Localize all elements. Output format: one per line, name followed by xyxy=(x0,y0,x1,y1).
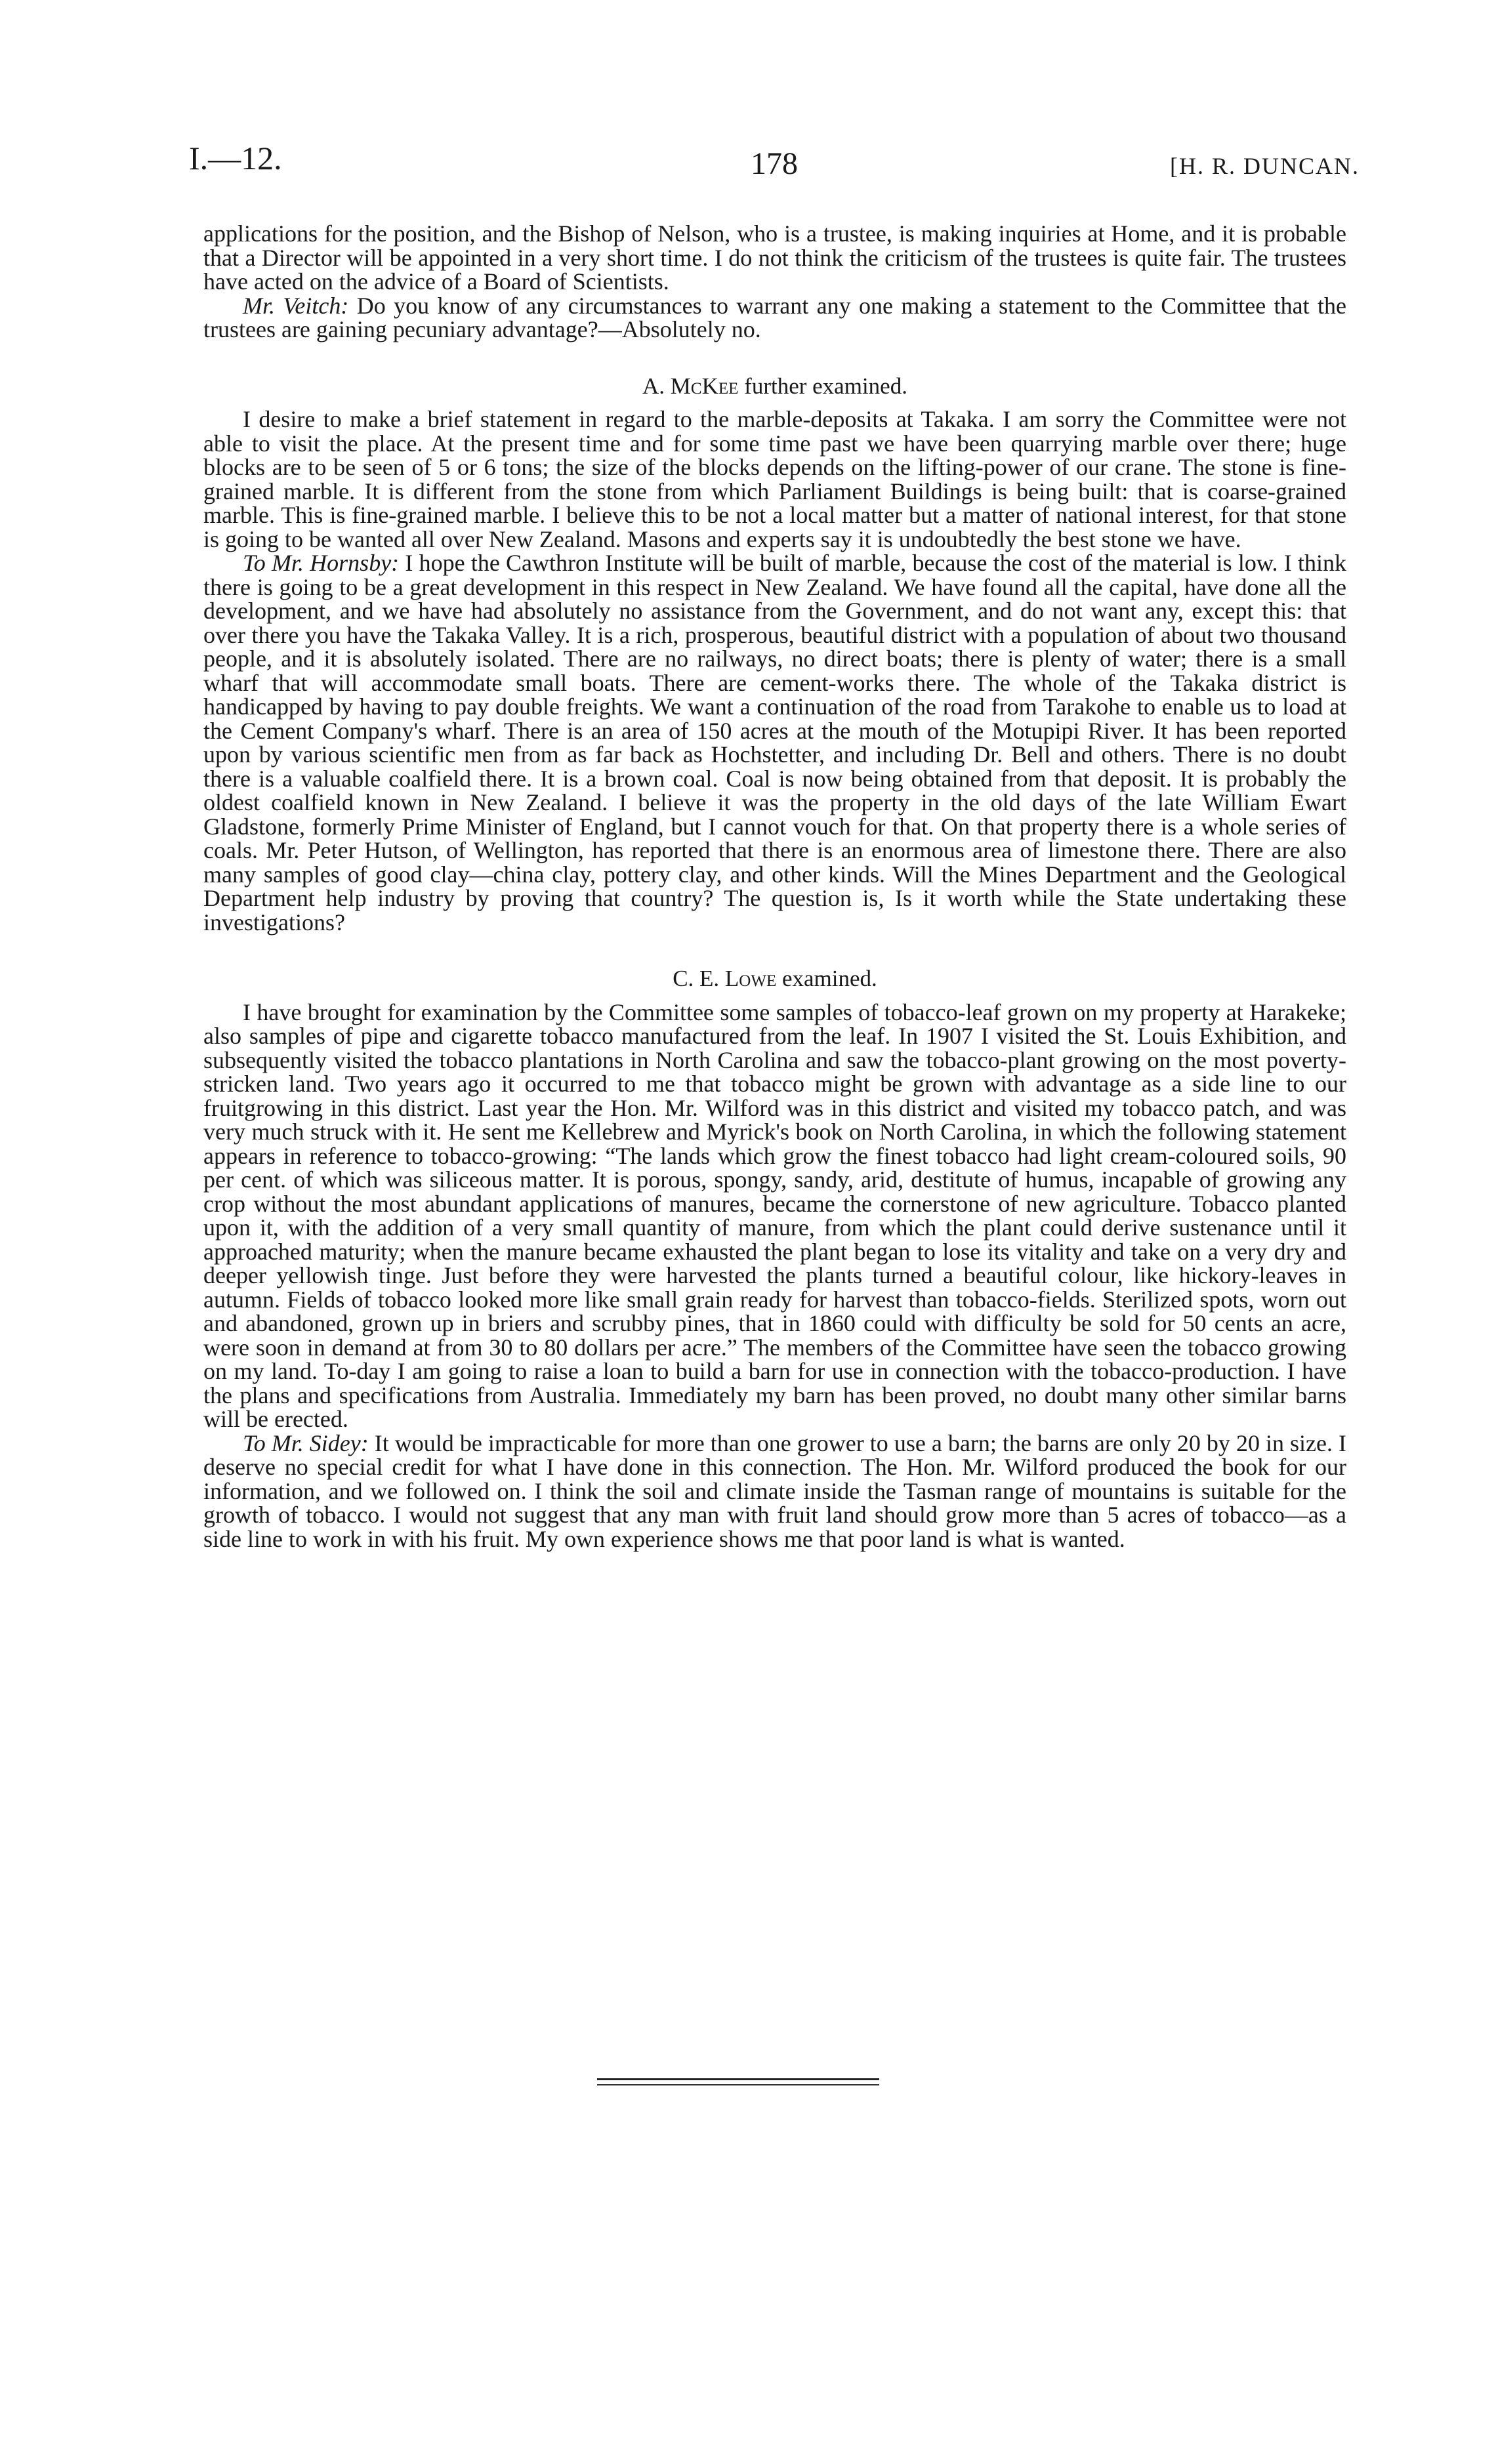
heading-suffix: further examined. xyxy=(738,373,907,399)
paper-reference: I.—12. xyxy=(189,140,282,176)
rule-line-thin xyxy=(597,2084,879,2085)
rule-line-thick xyxy=(597,2078,879,2080)
continued-paragraph: applications for the position, and the Bishop of Nelson, who is a trustee, is making inquiries at Home, and it is probable that a Director will be appointed in a very short time. I do not think the criticism of the trustees is quite fair. The trustees have acted on the advice of a Board of Scientists. xyxy=(203,220,1346,295)
page-number: 178 xyxy=(751,146,798,181)
page-body xyxy=(203,222,1346,1551)
witness-heading-lowe xyxy=(203,967,1346,991)
statement-paragraph: I desire to make a brief statement in regard to the marble-deposits at Takaka. I am sorry the Committee were not able to visit the place. At the present time and for some time past we have been quarrying marble over there; huge blocks are to be seen of 5 or 6 tons; the size of the blocks depends on the lifting-power of our crane. The stone is fine-grained marble. It is different from the stone from which Parliament Buildings is being built: that is coarse-grained marble. This is fine-grained marble. I believe this to be not a local matter but a matter of national interest, for that stone is going to be wanted all over New Zealand. Masons and experts say it is undoubtedly the best stone we have. xyxy=(203,406,1346,552)
questioner-label: To Mr. Hornsby: xyxy=(243,550,400,576)
statement-paragraph: I have brought for examination by the Committee some samples of tobacco-leaf grown on my property at Harakeke; also samples of pipe and cigarette tobacco manufactured from the leaf. In 1907 I visited the St. Louis Exhibition, and subsequently visited the tobacco plantations in North Carolina and saw the tobacco-plant growing on the most poverty-stricken land. Two years ago it occurred to me that tobacco might be grown with advantage as a side line to our fruitgrowing in this district. Last year the Hon. Mr. Wilford was in this district and visited my tobacco patch, and was very much struck with it. He sent me Kellebrew and Myrick's book on North Carolina, in which the following statement appears in reference to tobacco-growing: “The lands which grow the finest tobacco had light cream-coloured soils, 90 per cent. of which was siliceous matter. It is porous, spongy, sandy, arid, destitute of humus, incapable of growing any crop without the most abundant applications of manures, became the cornerstone of new agriculture. Tobacco planted upon it, with the addition of a very small quantity of manure, from which the plant could derive sustenance until it approached maturity; when the manure became exhausted the plant began to lose its vitality and take on a very dry and deeper yellowish tinge. Just before they were harvested the plants turned a beautiful colour, like hickory-leaves in autumn. Fields of tobacco looked more like small grain ready for harvest than tobacco-fields. Sterilized spots, worn out and abandoned, grown up in briers and scrubby pines, that in 1860 could with difficulty be sold for 50 cents an acre, were soon in demand at from 30 to 80 dollars per acre.” The members of the Committee have seen the tobacco growing on my land. To-day I am going to raise a loan to build a barn for use in connection with the tobacco-production. I have the plans and specifications from Australia. Immediately my barn has been proved, no doubt many other similar barns will be erected. xyxy=(203,998,1346,1432)
answer-text: It would be impracticable for more than one grower to use a barn; the barns are only 20 by 20 in size. I deserve no special credit for what I have done in this connection. The Hon. Mr. Wilford produced the book for our information, and we followed on. I think the soil and climate inside the Tasman range of mountains is suitable for the growth of tobacco. I would not suggest that any man with fruit land should grow more than 5 acres of tobacco—as a side line to work in with his fruit. My own experience shows me that poor land is what is wanted. xyxy=(203,1429,1347,1552)
question-paragraph-hornsby xyxy=(203,551,1346,934)
question-paragraph-sidey xyxy=(203,1431,1346,1551)
heading-suffix: examined. xyxy=(776,966,877,991)
end-rule xyxy=(597,2078,879,2089)
question-text: Do you know of any circumstances to warrant any one making a statement to the Committee that the trustees are gaining pecuniary advantage?—Absolutely no. xyxy=(203,292,1346,342)
witness-heading-mckee xyxy=(203,375,1346,399)
page-header xyxy=(189,139,1360,192)
question-paragraph-veitch xyxy=(203,294,1346,342)
questioner-label: To Mr. Sidey: xyxy=(243,1429,369,1456)
witness-name: A. McKee xyxy=(642,373,739,399)
answer-text: I hope the Cawthron Institute will be built of marble, because the cost of the material is low. I think there is going to be a great development in this respect in New Zealand. We have found all the capital, have done all the development, and we have had absolutely no assistance from the Government, and do not want any, except this: that over there you have the Takaka Valley. It is a rich, prosperous, beautiful district with a population of about two thousand people, and it is absolutely isolated. There are no railways, no direct boats; there is plenty of water; there is a small wharf that will accommodate small boats. There are cement-works there. The whole of the Takaka district is handicapped by having to pay double freights. We want a continuation of the road from Tarakohe to enable us to load at the Cement Company's wharf. There is an area of 150 acres at the mouth of the Motupipi River. It has been reported upon by various scientific men from as far back as Hochstetter, and including Dr. Bell and others. There is no doubt there is a valuable coalfield there. It is a brown coal. Coal is now being obtained from that deposit. It is probably the oldest coalfield known in New Zealand. I believe it was the property in the old days of the late William Ewart Gladstone, formerly Prime Minister of England, but I cannot vouch for that. On that property there is a whole series of coals. Mr. Peter Hutson, of Wellington, has reported that there is an enormous area of limestone there. There are also many samples of good clay—china clay, pottery clay, and other kinds. Will the Mines Department and the Geological Department help industry by proving that country? The question is, Is it worth while the State undertaking these investigations? xyxy=(203,550,1346,935)
witness-name-header: [H. R. DUNCAN. xyxy=(1170,153,1360,179)
questioner-label: Mr. Veitch: xyxy=(243,292,349,319)
witness-name: C. E. Lowe xyxy=(673,966,777,991)
